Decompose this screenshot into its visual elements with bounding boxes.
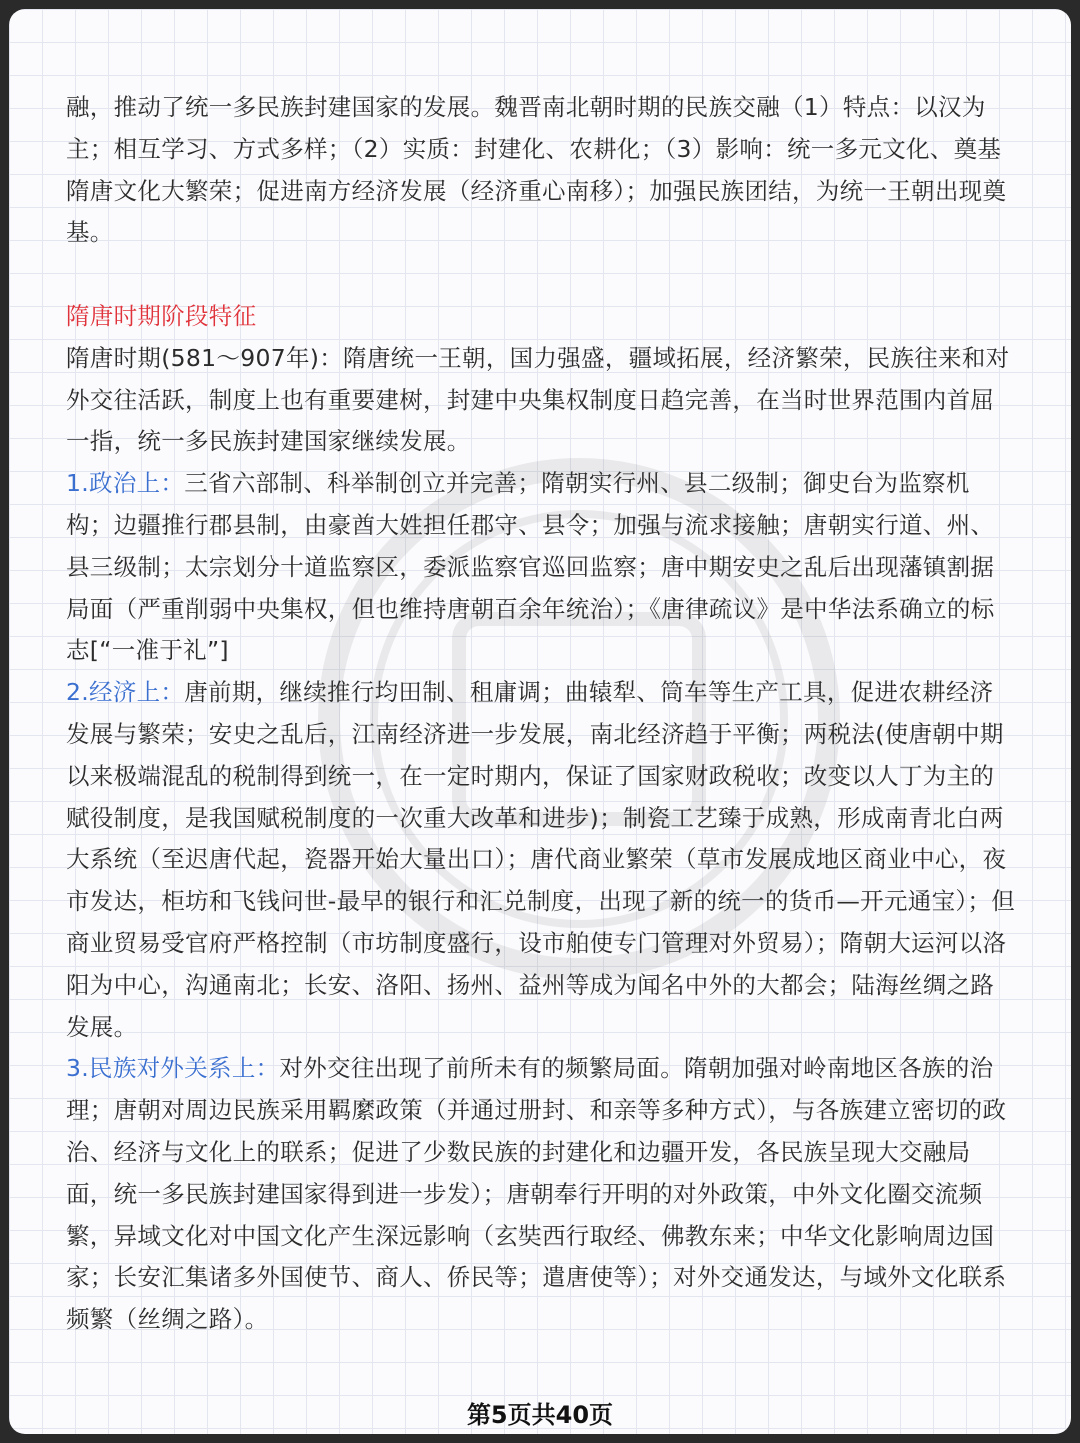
point-ethnic-foreign [66,1048,1016,1341]
point-politics [66,463,1016,672]
paragraph-gap [66,254,1016,296]
page-indicator: 第5页共40页 [466,1401,614,1429]
point-text: 三省六部制、科举制创立并完善；隋朝实行州、县二级制；御史台为监察机构；边疆推行郡县制，由豪酋大姓担任郡守、县令；加强与流求接触；唐朝实行道、州、县三级制；太宗划分十道监察区，委派监察官巡回监察；唐中期安史之乱后出现藩镇割据局面（严重削弱中央集权，但也维持唐朝百余年统治）；《唐律疏议》是中华法系确立的标志[“一准于礼”] [66,469,995,665]
intro-paragraph: 融，推动了统一多民族封建国家的发展。魏晋南北朝时期的民族交融（1）特点：以汉为主；相互学习、方式多样；（2）实质：封建化、农耕化；（3）影响：统一多元文化、奠基隋唐文化大繁荣；促进南方经济发展（经济重心南移）；加强民族团结，为统一王朝出现奠基。 [66,93,1007,247]
point-label: 1.政治上： [66,469,185,498]
point-text: 对外交往出现了前所未有的频繁局面。隋朝加强对岭南地区各族的治理；唐朝对周边民族采用羁縻政策（并通过册封、和亲等多种方式），与各族建立密切的政治、经济与文化上的联系；促进了少数民族的封建化和边疆开发，各民族呈现大交融局面，统一多民族封建国家得到进一步发）；唐朝奉行开明的对外政策，中外文化圈交流频繁，异域文化对中国文化产生深远影响（玄奘西行取经、佛教东来；中华文化影响周边国家；长安汇集诸多外国使节、商人、侨民等；遣唐使等）；对外交通发达，与域外文化联系频繁（丝绸之路）。 [66,1054,1007,1334]
point-economy [66,672,1016,1048]
document-page [9,9,1071,1434]
point-label: 2.经济上： [66,678,185,707]
point-label: 3.民族对外关系上： [66,1054,280,1083]
point-text: 唐前期，继续推行均田制、租庸调；曲辕犁、筒车等生产工具，促进农耕经济发展与繁荣；安史之乱后，江南经济进一步发展，南北经济趋于平衡；两税法(使唐朝中期以来极端混乱的税制得到统一，在一定时期内，保证了国家财政税收；改变以人丁为主的赋役制度，是我国赋税制度的一次重大改革和进步)；制瓷工艺臻于成熟，形成南青北白两大系统（至迟唐代起，瓷器开始大量出口）；唐代商业繁荣（草市发展成地区商业中心，夜市发达，柜坊和飞钱问世-最早的银行和汇兑制度，出现了新的统一的货币—开元通宝）；但商业贸易受官府严格控制（市坊制度盛行，设市舶使专门管理对外贸易）；隋朝大运河以洛阳为中心，沟通南北；长安、洛阳、扬州、益州等成为闻名中外的大都会；陆海丝绸之路发展。 [66,678,1016,1041]
section-overview: 隋唐时期(581～907年)：隋唐统一王朝，国力强盛，疆域拓展，经济繁荣，民族往来和对外交往活跃，制度上也有重要建树，封建中央集权制度日趋完善，在当时世界范围内首屈一指，统一多民族封建国家继续发展。 [66,343,1010,456]
section-title: 隋唐时期阶段特征 [66,301,257,330]
document-body [66,87,1016,1341]
